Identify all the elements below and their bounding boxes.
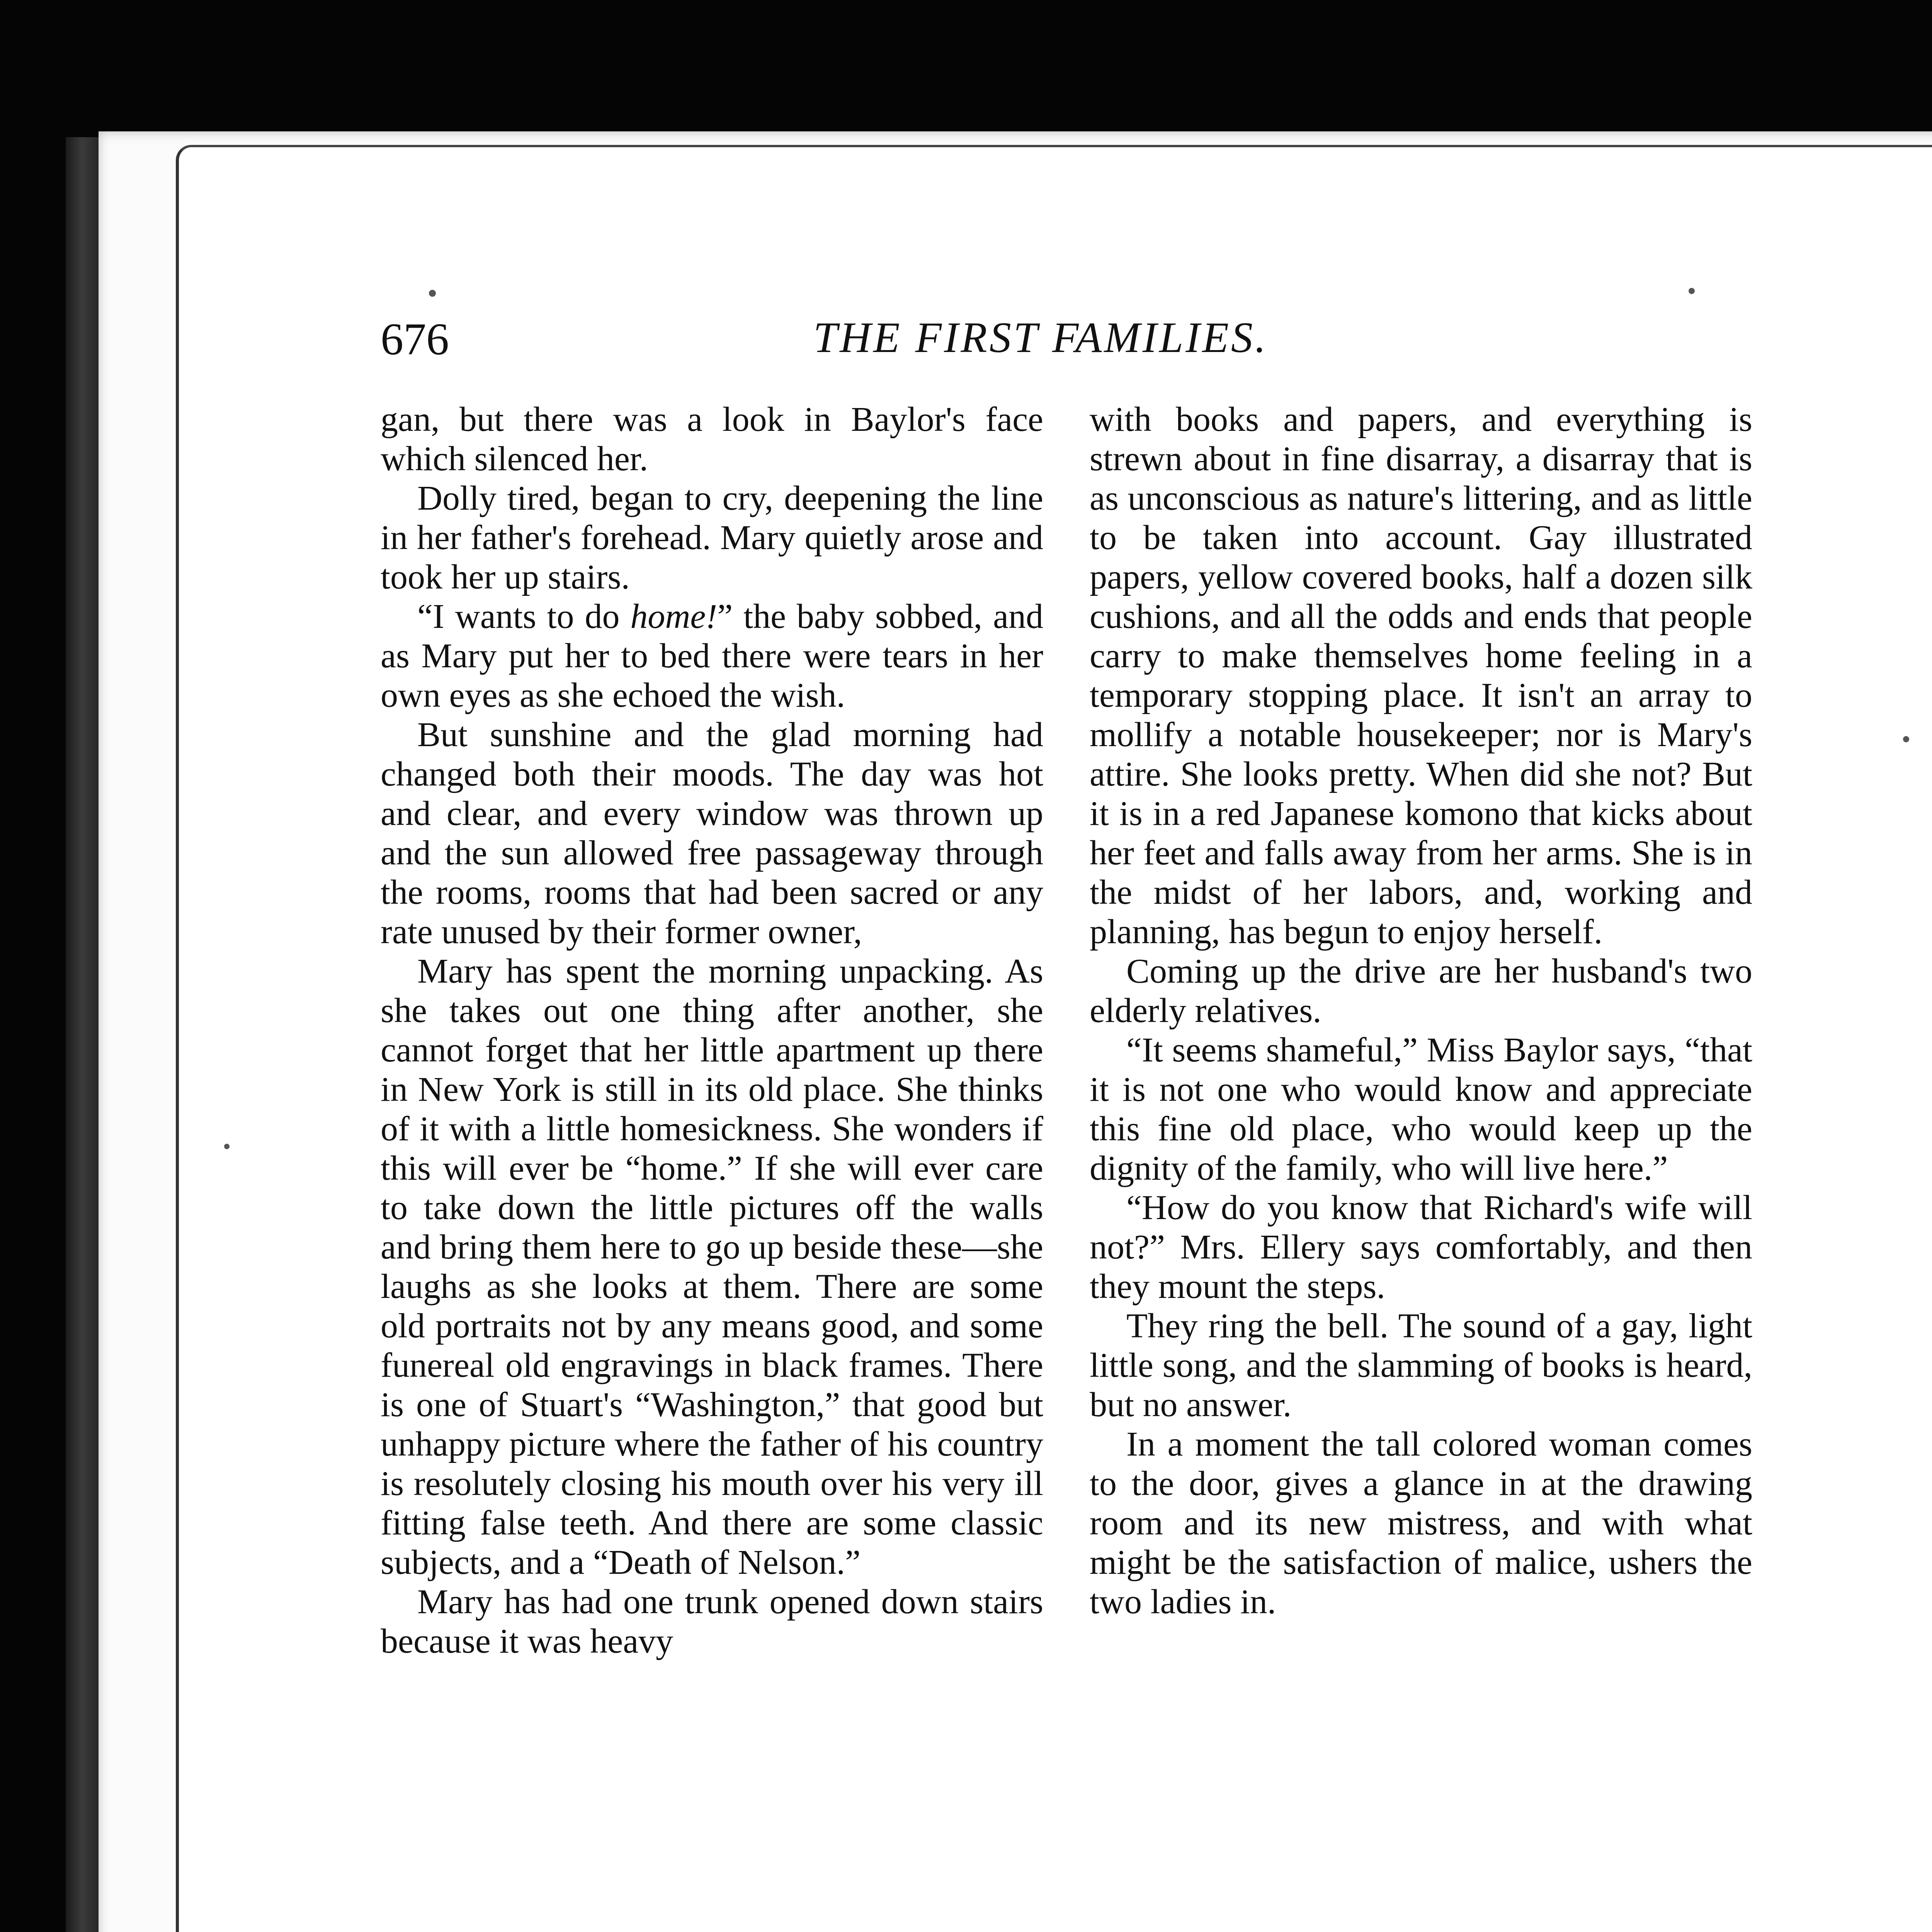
paragraph: “How do you know that Richard's wife will not?” Mrs. Ellery says comfortably, and then they mount the steps. [1090, 1189, 1752, 1306]
paragraph: gan, but there was a look in Baylor's face which silenced her. [381, 400, 1043, 478]
paragraph: But sunshine and the glad morning had changed both their moods. The day was hot and clear, and every window was thrown up and the sun allowed free passageway through the rooms, rooms that had been sacred or any rate unused by their former owner, [381, 716, 1043, 951]
page-header [381, 305, 1756, 367]
running-title: THE FIRST FAMILIES. [813, 314, 1268, 362]
page-number: 676 [381, 314, 449, 364]
print-speck [1903, 736, 1909, 742]
italic-text: home! [630, 597, 718, 636]
text-run: “I wants to do [417, 597, 631, 636]
left-column [381, 400, 1043, 1661]
paragraph: They ring the bell. The sound of a gay, light little song, and the slamming of books is heard, but no answer. [1090, 1307, 1752, 1424]
paragraph [381, 597, 1043, 715]
paragraph: “It seems shameful,” Miss Baylor says, “that it is not one who would know and appreciate this fine old place, who would keep up the dignity of the family, who will live here.” [1090, 1031, 1752, 1187]
paragraph: Mary has spent the morning unpacking. As she takes out one thing after another, she cannot forget that her little apartment up there in New York is still in its old place. She thinks of it with a little homesickness. She wonders if this will ever be “home.” If she will ever care to take down the little pictures off the walls and bring them here to go up beside these—she laughs as she looks at them. There are some old portraits not by any means good, and some funereal old engravings in black frames. There is one of Stuart's “Washington,” that good but unhappy picture where the father of his country is resolutely closing his mouth over his very ill fitting false teeth. And there are some classic subjects, and a “Death of Nelson.” [381, 952, 1043, 1582]
right-column [1090, 400, 1752, 1622]
paragraph: Mary has had one trunk opened down stairs because it was heavy [381, 1583, 1043, 1660]
print-speck [1689, 288, 1695, 294]
print-speck [429, 290, 436, 297]
book-spine [66, 137, 102, 1932]
paragraph: In a moment the tall colored woman comes to the door, gives a glance in at the drawing room and its new mistress, and with what might be the satisfaction of malice, ushers the two ladies in. [1090, 1425, 1752, 1621]
paragraph: Dolly tired, began to cry, deepening the line in her father's forehead. Mary quietly arose and took her up stairs. [381, 479, 1043, 596]
paragraph: with books and papers, and everything is strewn about in fine disarray, a disarray that is as unconscious as nature's littering, and as little to be taken into account. Gay illustrated papers, yellow covered books, half a dozen silk cushions, and all the odds and ends that people carry to make themselves home feeling in a temporary stopping place. It isn't an array to mollify a notable housekeeper; nor is Mary's attire. She looks pretty. When did she not? But it is in a red Japanese komono that kicks about her feet and falls away from her arms. She is in the midst of her labors, and, working and planning, has begun to enjoy herself. [1090, 400, 1752, 951]
paragraph: Coming up the drive are her husband's two elderly relatives. [1090, 952, 1752, 1030]
text-run: ” the baby sobbed, and as Mary put her to bed there were tears in her own eyes as she echoed the wish. [381, 597, 1043, 714]
print-speck [224, 1144, 230, 1149]
